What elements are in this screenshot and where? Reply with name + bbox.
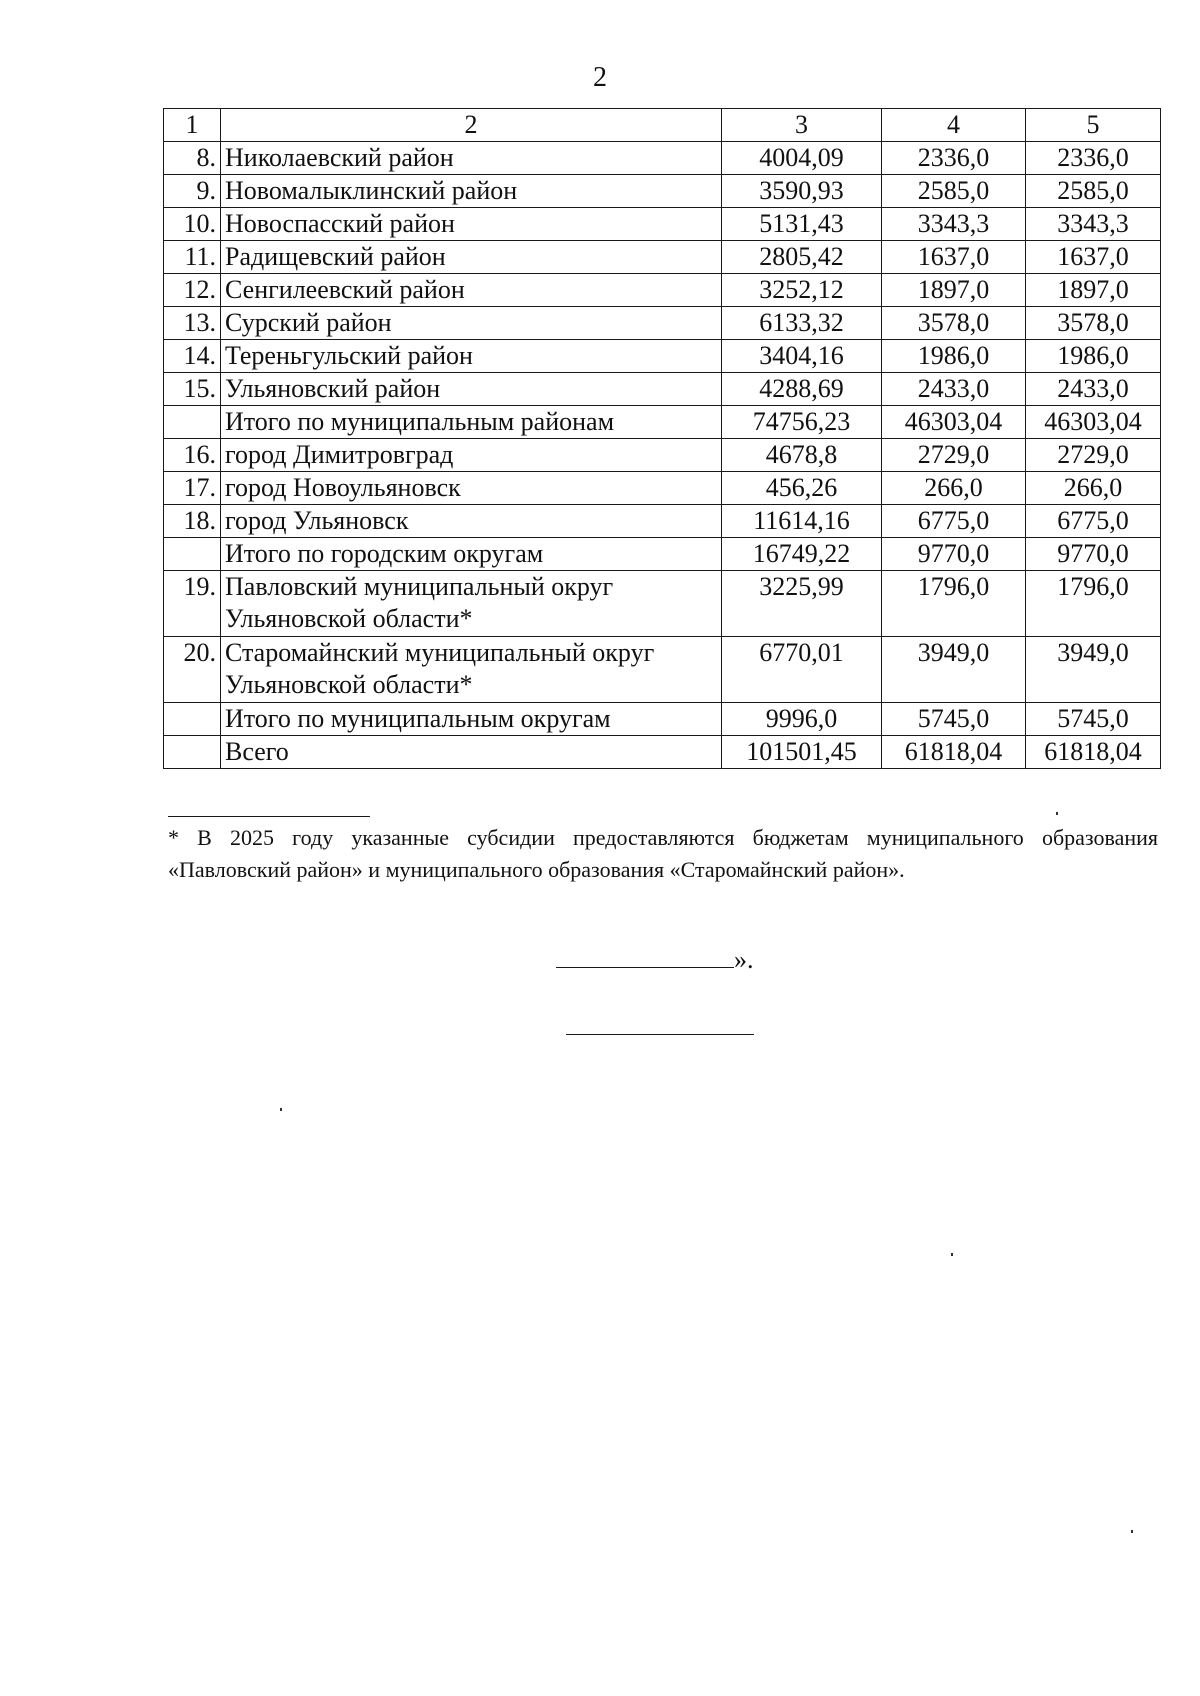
row-number: 19. bbox=[164, 571, 221, 637]
row-number bbox=[164, 406, 221, 439]
footnote-text: * В 2025 году указанные субсидии предоставляются бюджетам муниципального образования «Павловский район» и муниципального образования «Старомайнский район». bbox=[168, 825, 1158, 882]
header-cell: 4 bbox=[882, 109, 1026, 142]
header-cell: 5 bbox=[1026, 109, 1161, 142]
row-number bbox=[164, 736, 221, 769]
row-number: 13. bbox=[164, 307, 221, 340]
value-col5: 5745,0 bbox=[1026, 703, 1161, 736]
value-col3: 11614,16 bbox=[722, 505, 882, 538]
row-number: 14. bbox=[164, 340, 221, 373]
table-row bbox=[164, 175, 1161, 208]
value-col4: 61818,04 bbox=[882, 736, 1026, 769]
value-col3: 4288,69 bbox=[722, 373, 882, 406]
row-number: 16. bbox=[164, 439, 221, 472]
row-number: 17. bbox=[164, 472, 221, 505]
value-col4: 1796,0 bbox=[882, 571, 1026, 637]
value-col3: 16749,22 bbox=[722, 538, 882, 571]
value-col3: 9996,0 bbox=[722, 703, 882, 736]
row-name: Всего bbox=[221, 736, 722, 769]
header-cell: 2 bbox=[221, 109, 722, 142]
row-name: Тереньгульский район bbox=[221, 340, 722, 373]
row-name-line1: Старомайнский муниципальный округ bbox=[225, 638, 655, 667]
row-number: 12. bbox=[164, 274, 221, 307]
value-col3: 4004,09 bbox=[722, 142, 882, 175]
row-name: Ульяновский район bbox=[221, 373, 722, 406]
value-col4: 1897,0 bbox=[882, 274, 1026, 307]
table-row bbox=[164, 241, 1161, 274]
value-col4: 1637,0 bbox=[882, 241, 1026, 274]
value-col3: 3590,93 bbox=[722, 175, 882, 208]
value-col5: 61818,04 bbox=[1026, 736, 1161, 769]
value-col5: 2433,0 bbox=[1026, 373, 1161, 406]
header-cell: 3 bbox=[722, 109, 882, 142]
row-number: 18. bbox=[164, 505, 221, 538]
closing-mark bbox=[556, 944, 754, 976]
value-col5: 3578,0 bbox=[1026, 307, 1161, 340]
row-name bbox=[221, 571, 722, 637]
value-col3: 3404,16 bbox=[722, 340, 882, 373]
value-col4: 266,0 bbox=[882, 472, 1026, 505]
table-row bbox=[164, 274, 1161, 307]
row-number bbox=[164, 703, 221, 736]
closing-quote: ». bbox=[734, 945, 754, 974]
table-row bbox=[164, 373, 1161, 406]
row-name: Итого по городским округам bbox=[221, 538, 722, 571]
scan-speck bbox=[280, 1108, 282, 1111]
header-cell: 1 bbox=[164, 109, 221, 142]
value-col5: 46303,04 bbox=[1026, 406, 1161, 439]
row-name-line2: Ульяновской области* bbox=[225, 670, 473, 699]
value-col5: 1637,0 bbox=[1026, 241, 1161, 274]
row-name: Новоспасский район bbox=[221, 208, 722, 241]
value-col3: 101501,45 bbox=[722, 736, 882, 769]
row-name: Новомалыклинский район bbox=[221, 175, 722, 208]
value-col5: 1986,0 bbox=[1026, 340, 1161, 373]
row-number: 9. bbox=[164, 175, 221, 208]
value-col5: 1796,0 bbox=[1026, 571, 1161, 637]
value-col3: 74756,23 bbox=[722, 406, 882, 439]
row-name: город Новоульяновск bbox=[221, 472, 722, 505]
subtotal-row bbox=[164, 406, 1161, 439]
value-col5: 2336,0 bbox=[1026, 142, 1161, 175]
subtotal-row bbox=[164, 703, 1161, 736]
row-name: Николаевский район bbox=[221, 142, 722, 175]
row-name: Сенгилеевский район bbox=[221, 274, 722, 307]
scan-speck bbox=[951, 1253, 953, 1256]
value-col4: 2585,0 bbox=[882, 175, 1026, 208]
value-col4: 46303,04 bbox=[882, 406, 1026, 439]
value-col4: 3949,0 bbox=[882, 637, 1026, 703]
value-col4: 3578,0 bbox=[882, 307, 1026, 340]
row-number: 20. bbox=[164, 637, 221, 703]
row-number bbox=[164, 538, 221, 571]
row-name-line1: Павловский муниципальный округ bbox=[225, 572, 614, 601]
row-name: город Димитровград bbox=[221, 439, 722, 472]
row-name: Итого по муниципальным округам bbox=[221, 703, 722, 736]
value-col4: 1986,0 bbox=[882, 340, 1026, 373]
total-row bbox=[164, 736, 1161, 769]
row-number: 10. bbox=[164, 208, 221, 241]
row-name: Итого по муниципальным районам bbox=[221, 406, 722, 439]
value-col5: 3343,3 bbox=[1026, 208, 1161, 241]
value-col3: 456,26 bbox=[722, 472, 882, 505]
row-name: город Ульяновск bbox=[221, 505, 722, 538]
table-row bbox=[164, 340, 1161, 373]
value-col3: 5131,43 bbox=[722, 208, 882, 241]
value-col5: 2585,0 bbox=[1026, 175, 1161, 208]
value-col5: 1897,0 bbox=[1026, 274, 1161, 307]
table-row bbox=[164, 472, 1161, 505]
page-number: 2 bbox=[593, 62, 607, 93]
value-col5: 2729,0 bbox=[1026, 439, 1161, 472]
value-col5: 3949,0 bbox=[1026, 637, 1161, 703]
table-row bbox=[164, 307, 1161, 340]
row-name: Сурский район bbox=[221, 307, 722, 340]
scan-speck bbox=[1131, 1530, 1133, 1533]
value-col4: 2433,0 bbox=[882, 373, 1026, 406]
value-col5: 266,0 bbox=[1026, 472, 1161, 505]
value-col3: 3225,99 bbox=[722, 571, 882, 637]
row-number: 8. bbox=[164, 142, 221, 175]
table-row bbox=[164, 439, 1161, 472]
row-number: 11. bbox=[164, 241, 221, 274]
row-name bbox=[221, 637, 722, 703]
subtotal-row bbox=[164, 538, 1161, 571]
value-col5: 9770,0 bbox=[1026, 538, 1161, 571]
value-col4: 2729,0 bbox=[882, 439, 1026, 472]
value-col4: 5745,0 bbox=[882, 703, 1026, 736]
value-col4: 6775,0 bbox=[882, 505, 1026, 538]
table-row bbox=[164, 208, 1161, 241]
value-col3: 6770,01 bbox=[722, 637, 882, 703]
table-row bbox=[164, 637, 1161, 703]
table-header-row bbox=[164, 109, 1161, 142]
closing-underline bbox=[556, 945, 734, 968]
end-divider bbox=[566, 1034, 754, 1035]
value-col3: 2805,42 bbox=[722, 241, 882, 274]
footnote-divider bbox=[168, 816, 370, 817]
value-col3: 6133,32 bbox=[722, 307, 882, 340]
subsidy-table bbox=[163, 108, 1161, 769]
value-col4: 9770,0 bbox=[882, 538, 1026, 571]
value-col3: 4678,8 bbox=[722, 439, 882, 472]
value-col4: 2336,0 bbox=[882, 142, 1026, 175]
row-name-line2: Ульяновской области* bbox=[225, 604, 473, 633]
value-col3: 3252,12 bbox=[722, 274, 882, 307]
row-number: 15. bbox=[164, 373, 221, 406]
table-row bbox=[164, 142, 1161, 175]
table-row bbox=[164, 505, 1161, 538]
value-col4: 3343,3 bbox=[882, 208, 1026, 241]
value-col5: 6775,0 bbox=[1026, 505, 1161, 538]
row-name: Радищевский район bbox=[221, 241, 722, 274]
scan-speck bbox=[1056, 812, 1058, 815]
table-row bbox=[164, 571, 1161, 637]
